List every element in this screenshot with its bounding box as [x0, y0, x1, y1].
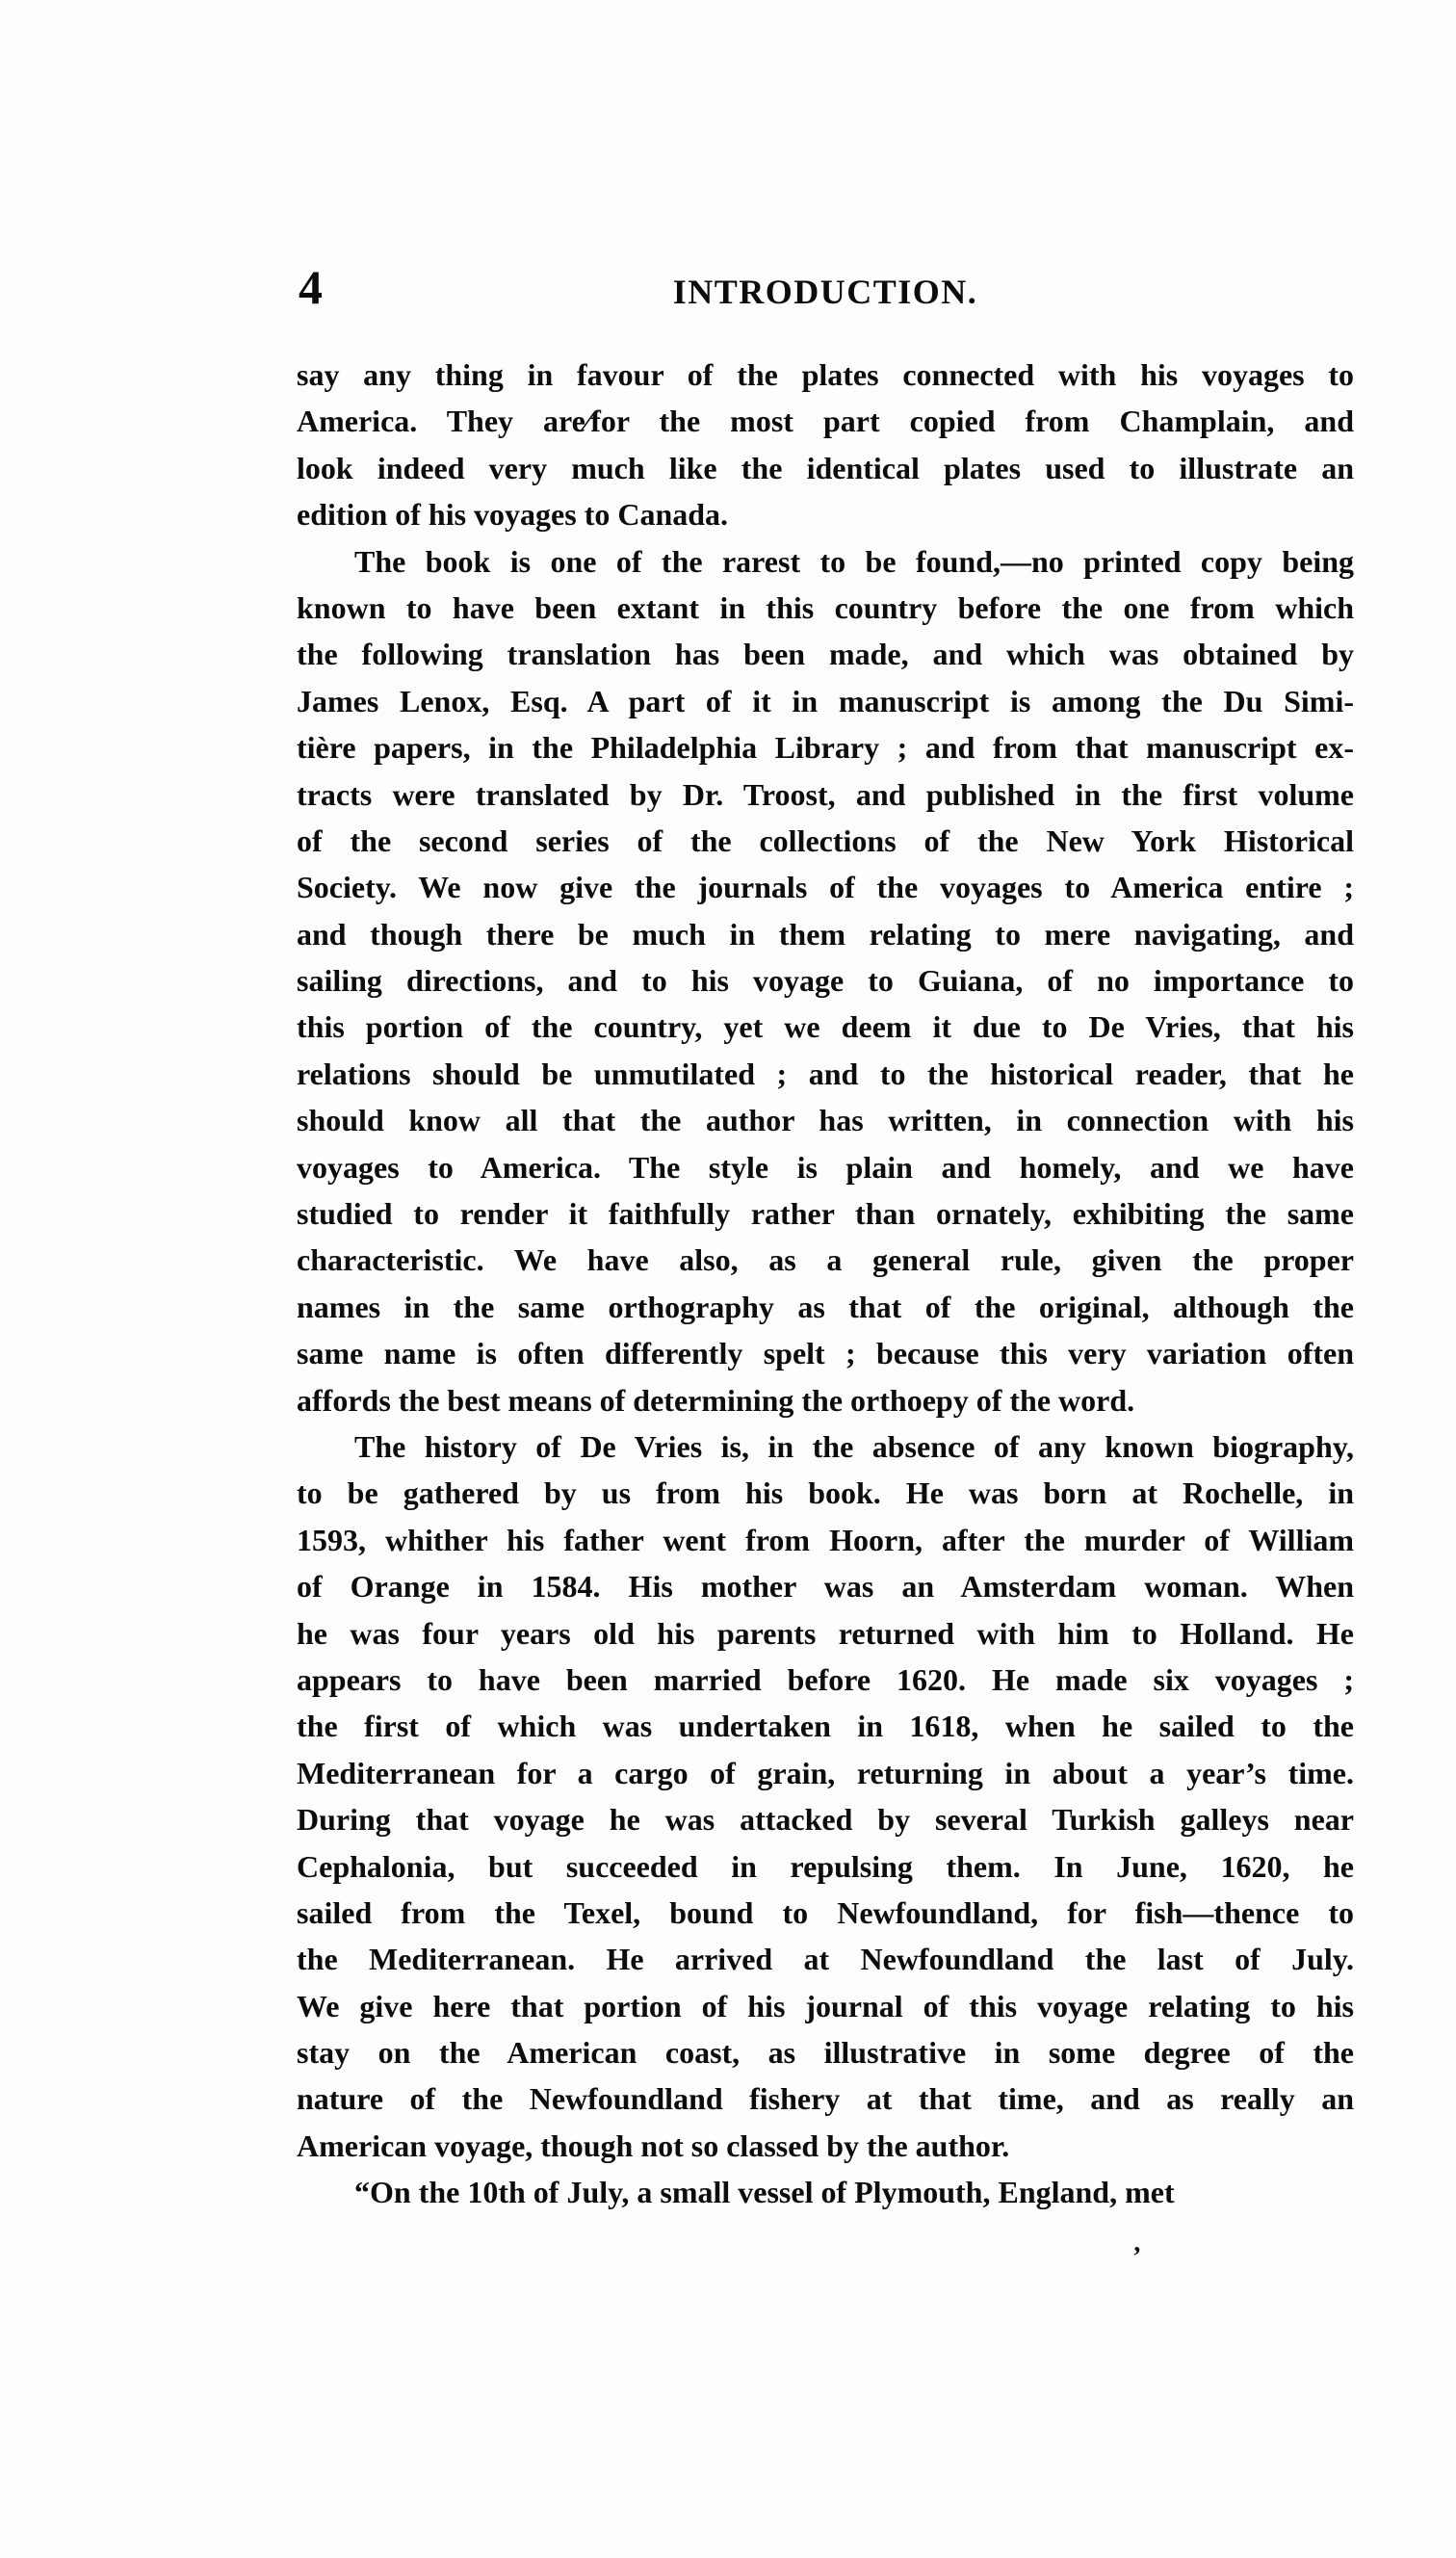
text-line: The book is one of the rarest to be found,—no printed copy being — [354, 543, 1354, 579]
text-line: say any thing in favour of the plates connected with his voyages to — [297, 357, 1354, 392]
text-line: nature of the Newfoundland fishery at that time, and as really an — [297, 2081, 1354, 2117]
text-line: of the second series of the collections of the New York Historical — [297, 822, 1354, 858]
text-line: sailing directions, and to his voyage to Guiana, of no importance to — [297, 963, 1354, 999]
stray-ink-mark: ’ — [1132, 2242, 1142, 2272]
text-line: and though there be much in them relating to mere navigating, and — [297, 916, 1354, 952]
text-line: stay on the American coast, as illustrative in some degree of the — [297, 2035, 1354, 2071]
text-line: the following translation has been made, and which was obtained by — [297, 637, 1354, 672]
text-line: “On the 10th of July, a small vessel of Plymouth, England, met — [354, 2175, 1175, 2210]
text-line: American voyage, though not so classed by the author. — [297, 2127, 1010, 2163]
text-line: Mediterranean for a cargo of grain, returning in about a year’s time. — [297, 1755, 1354, 1790]
paragraph — [297, 2169, 1354, 2215]
text-line: relations should be unmutilated ; and to the historical reader, that he — [297, 1056, 1354, 1091]
text-line: characteristic. We have also, as a general rule, given the proper — [297, 1242, 1354, 1278]
text-line: this portion of the country, yet we deem it due to De Vries, that his — [297, 1009, 1354, 1045]
text-line: of Orange in 1584. His mother was an Amsterdam woman. When — [297, 1569, 1354, 1605]
text-line: the first of which was undertaken in 1618, when he sailed to the — [297, 1709, 1354, 1744]
text-line: The history of De Vries is, in the absence of any known biography, — [354, 1428, 1354, 1464]
text-line: to be gathered by us from his book. He was born at Rochelle, in — [297, 1475, 1354, 1511]
text-line: appears to have been married before 1620. He made six voyages ; — [297, 1661, 1354, 1697]
text-line: tière papers, in the Philadelphia Library ; and from that manuscript ex- — [297, 730, 1354, 766]
text-line: Society. We now give the journals of the voyages to America entire ; — [297, 870, 1354, 905]
paragraph — [297, 352, 1354, 538]
text-line: should know all that the author has written, in connection with his — [297, 1103, 1354, 1138]
text-line: studied to render it faithfully rather than ornately, exhibiting the same — [297, 1196, 1354, 1232]
text-line: 1593, whither his father went from Hoorn, after the murder of William — [297, 1522, 1354, 1557]
text-line: the Mediterranean. He arrived at Newfoundland the last of July. — [297, 1942, 1354, 1977]
text-line: same name is often differently spelt ; because this very variation often — [297, 1336, 1354, 1371]
text-line: We give here that portion of his journal of this voyage relating to his — [297, 1988, 1354, 2023]
text-block — [297, 352, 1354, 2216]
text-line: affords the best means of determining the orthoepy of the word. — [297, 1382, 1135, 1418]
text-line: tracts were translated by Dr. Troost, and published in the first volume — [297, 776, 1354, 812]
text-line: edition of his voyages to Canada. — [297, 497, 729, 533]
text-line: sailed from the Texel, bound to Newfoundland, for fish—thence to — [297, 1894, 1354, 1930]
text-line: During that voyage he was attacked by several Turkish galleys near — [297, 1802, 1354, 1838]
text-line: James Lenox, Esq. A part of it in manuscript is among the Du Simi- — [297, 683, 1354, 718]
running-header: INTRODUCTION. — [672, 273, 978, 311]
paragraph — [297, 1423, 1354, 2169]
text-line: he was four years old his parents returned with him to Holland. He — [297, 1615, 1354, 1651]
text-line: voyages to America. The style is plain and homely, and we have — [297, 1149, 1354, 1185]
text-line: known to have been extant in this country before the one from which — [297, 589, 1354, 625]
text-line: America. They are⁄for the most part copied from Champlain, and — [297, 404, 1354, 439]
paragraph — [297, 538, 1354, 1423]
page-number: 4 — [299, 260, 323, 314]
text-line: look indeed very much like the identical plates used to illustrate an — [297, 450, 1354, 485]
text-line: names in the same orthography as that of the original, although the — [297, 1289, 1354, 1324]
text-line: Cephalonia, but succeeded in repulsing them. In June, 1620, he — [297, 1848, 1354, 1884]
